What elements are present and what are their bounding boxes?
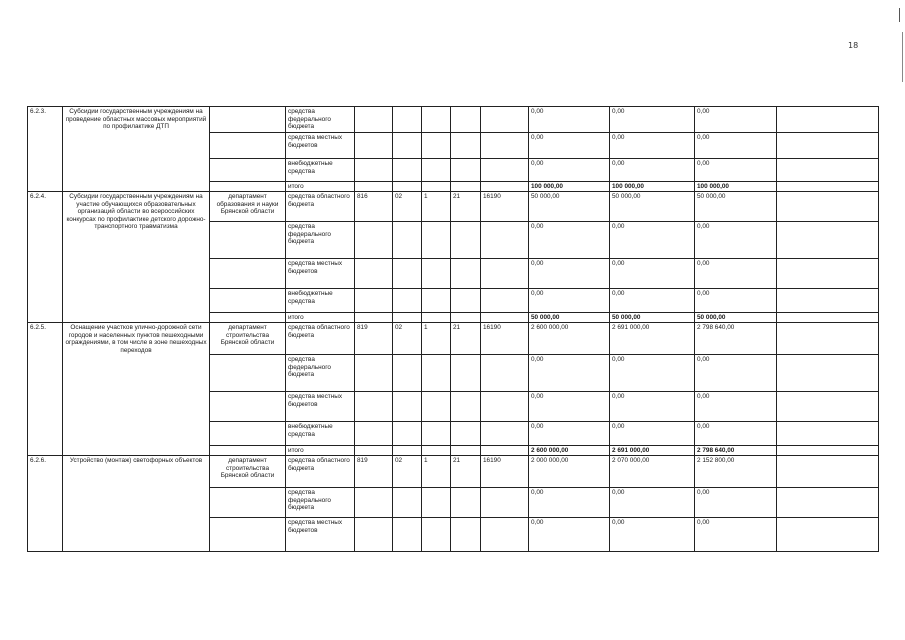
amount-year-1: 2 600 000,00 (529, 323, 610, 355)
subsection-code-cell (422, 133, 451, 159)
expense-code-cell: 16190 (481, 456, 529, 488)
funding-source: средства областного бюджета (286, 456, 355, 488)
target-code-cell (451, 518, 481, 552)
expense-code-cell (481, 446, 529, 456)
amount-year-3: 50 000,00 (695, 192, 777, 222)
subsection-code-cell (422, 107, 451, 133)
notes-cell (777, 355, 879, 392)
executor-cell: департамент образования и науки Брянской области (210, 192, 286, 222)
funding-source: средства областного бюджета (286, 323, 355, 355)
measure-title: Субсидии государственным учреждениям на проведение областных массовых мероприятий по профилактике ДТП (63, 107, 210, 192)
subsection-code-cell: 1 (422, 456, 451, 488)
amount-year-2: 2 691 000,00 (610, 446, 695, 456)
subsection-code-cell (422, 259, 451, 289)
funding-source: средства местных бюджетов (286, 133, 355, 159)
section-code-cell (393, 159, 422, 182)
target-code-cell: 21 (451, 456, 481, 488)
executor-cell-empty (210, 159, 286, 182)
target-code-cell (451, 392, 481, 422)
target-code-cell (451, 313, 481, 323)
executor-cell-empty (210, 422, 286, 446)
amount-year-1: 0,00 (529, 392, 610, 422)
amount-year-2: 2 070 000,00 (610, 456, 695, 488)
target-code-cell (451, 488, 481, 518)
section-code-cell (393, 182, 422, 192)
funding-source: средства федерального бюджета (286, 222, 355, 259)
notes-cell (777, 313, 879, 323)
section-code-cell: 02 (393, 456, 422, 488)
executor-cell-empty (210, 182, 286, 192)
target-code-cell (451, 355, 481, 392)
table-row (28, 192, 879, 222)
gr-code-cell (355, 259, 393, 289)
notes-cell (777, 422, 879, 446)
scan-edge-mark-lower (902, 32, 903, 82)
gr-code-cell: 819 (355, 456, 393, 488)
notes-cell (777, 192, 879, 222)
section-code-cell (393, 107, 422, 133)
amount-year-1: 0,00 (529, 159, 610, 182)
gr-code-cell (355, 159, 393, 182)
amount-year-1: 0,00 (529, 488, 610, 518)
expense-code-cell (481, 289, 529, 313)
executor-cell: департамент строительства Брянской области (210, 323, 286, 355)
measure-code: 6.2.3. (28, 107, 63, 192)
section-code-cell (393, 289, 422, 313)
table-row (28, 323, 879, 355)
executor-cell-empty (210, 518, 286, 552)
funding-source: средства федерального бюджета (286, 355, 355, 392)
funding-source: внебюджетные средства (286, 289, 355, 313)
subsection-code-cell (422, 488, 451, 518)
budget-table (27, 106, 879, 552)
amount-year-1: 0,00 (529, 422, 610, 446)
notes-cell (777, 323, 879, 355)
amount-year-3: 0,00 (695, 488, 777, 518)
table-row (28, 107, 879, 133)
target-code-cell: 21 (451, 192, 481, 222)
amount-year-1: 2 000 000,00 (529, 456, 610, 488)
subsection-code-cell (422, 222, 451, 259)
section-code-cell (393, 259, 422, 289)
target-code-cell (451, 259, 481, 289)
page-number: 18 (848, 41, 859, 50)
gr-code-cell (355, 518, 393, 552)
gr-code-cell (355, 392, 393, 422)
amount-year-1: 0,00 (529, 107, 610, 133)
amount-year-2: 100 000,00 (610, 182, 695, 192)
funding-source: средства местных бюджетов (286, 259, 355, 289)
subsection-code-cell (422, 289, 451, 313)
gr-code-cell (355, 133, 393, 159)
amount-year-2: 2 691 000,00 (610, 323, 695, 355)
subsection-code-cell (422, 518, 451, 552)
amount-year-2: 0,00 (610, 159, 695, 182)
section-code-cell (393, 446, 422, 456)
subsection-code-cell (422, 159, 451, 182)
funding-source: итого (286, 446, 355, 456)
amount-year-3: 0,00 (695, 422, 777, 446)
gr-code-cell (355, 222, 393, 259)
expense-code-cell (481, 107, 529, 133)
expense-code-cell (481, 422, 529, 446)
subsection-code-cell (422, 422, 451, 446)
expense-code-cell (481, 133, 529, 159)
amount-year-2: 0,00 (610, 422, 695, 446)
notes-cell (777, 107, 879, 133)
executor-cell (210, 107, 286, 133)
expense-code-cell (481, 355, 529, 392)
section-code-cell (393, 518, 422, 552)
notes-cell (777, 259, 879, 289)
measure-title: Устройство (монтаж) светофорных объектов (63, 456, 210, 552)
measure-title: Субсидии государственным учреждениям на участие обучающихся образовательных организаций области во всероссийских конкурсах по профилактике детского дорожно-транспортного травматизма (63, 192, 210, 323)
amount-year-3: 0,00 (695, 355, 777, 392)
expense-code-cell (481, 313, 529, 323)
scan-edge-mark (899, 8, 900, 22)
notes-cell (777, 133, 879, 159)
notes-cell (777, 518, 879, 552)
expense-code-cell (481, 259, 529, 289)
amount-year-2: 0,00 (610, 259, 695, 289)
expense-code-cell (481, 159, 529, 182)
subsection-code-cell: 1 (422, 323, 451, 355)
executor-cell-empty (210, 446, 286, 456)
notes-cell (777, 446, 879, 456)
subsection-code-cell (422, 392, 451, 422)
measure-title: Оснащение участков улично-дорожной сети городов и населенных пунктов пешеходными ограждениями, в том числе в зоне пешеходных переходов (63, 323, 210, 456)
amount-year-1: 100 000,00 (529, 182, 610, 192)
gr-code-cell (355, 355, 393, 392)
section-code-cell (393, 313, 422, 323)
amount-year-3: 0,00 (695, 289, 777, 313)
notes-cell (777, 289, 879, 313)
funding-source: средства местных бюджетов (286, 518, 355, 552)
amount-year-1: 0,00 (529, 518, 610, 552)
executor-cell-empty (210, 133, 286, 159)
funding-source: средства федерального бюджета (286, 488, 355, 518)
amount-year-2: 0,00 (610, 133, 695, 159)
gr-code-cell (355, 446, 393, 456)
measure-code: 6.2.6. (28, 456, 63, 552)
amount-year-3: 2 798 640,00 (695, 323, 777, 355)
expense-code-cell (481, 518, 529, 552)
notes-cell (777, 159, 879, 182)
target-code-cell (451, 159, 481, 182)
funding-source: средства областного бюджета (286, 192, 355, 222)
amount-year-1: 0,00 (529, 259, 610, 289)
expense-code-cell (481, 488, 529, 518)
executor-cell-empty (210, 259, 286, 289)
gr-code-cell (355, 182, 393, 192)
measure-code: 6.2.5. (28, 323, 63, 456)
notes-cell (777, 392, 879, 422)
notes-cell (777, 488, 879, 518)
section-code-cell (393, 422, 422, 446)
amount-year-2: 50 000,00 (610, 192, 695, 222)
subsection-code-cell (422, 313, 451, 323)
table-row (28, 456, 879, 488)
target-code-cell (451, 289, 481, 313)
gr-code-cell (355, 289, 393, 313)
gr-code-cell (355, 107, 393, 133)
target-code-cell (451, 182, 481, 192)
amount-year-2: 0,00 (610, 355, 695, 392)
target-code-cell (451, 446, 481, 456)
gr-code-cell (355, 422, 393, 446)
notes-cell (777, 456, 879, 488)
amount-year-3: 2 152 800,00 (695, 456, 777, 488)
amount-year-2: 0,00 (610, 222, 695, 259)
amount-year-2: 50 000,00 (610, 313, 695, 323)
executor-cell-empty (210, 313, 286, 323)
amount-year-2: 0,00 (610, 392, 695, 422)
gr-code-cell (355, 488, 393, 518)
amount-year-1: 0,00 (529, 289, 610, 313)
executor-cell-empty (210, 488, 286, 518)
subsection-code-cell (422, 446, 451, 456)
target-code-cell: 21 (451, 323, 481, 355)
amount-year-1: 0,00 (529, 133, 610, 159)
amount-year-1: 0,00 (529, 355, 610, 392)
funding-source: внебюджетные средства (286, 159, 355, 182)
amount-year-1: 0,00 (529, 222, 610, 259)
amount-year-3: 0,00 (695, 518, 777, 552)
subsection-code-cell (422, 182, 451, 192)
executor-cell-empty (210, 355, 286, 392)
expense-code-cell: 16190 (481, 323, 529, 355)
amount-year-2: 0,00 (610, 289, 695, 313)
funding-source: внебюджетные средства (286, 422, 355, 446)
section-code-cell (393, 355, 422, 392)
amount-year-3: 0,00 (695, 107, 777, 133)
amount-year-1: 2 600 000,00 (529, 446, 610, 456)
amount-year-2: 0,00 (610, 488, 695, 518)
gr-code-cell (355, 313, 393, 323)
amount-year-3: 0,00 (695, 392, 777, 422)
amount-year-1: 50 000,00 (529, 192, 610, 222)
funding-source: итого (286, 313, 355, 323)
amount-year-2: 0,00 (610, 518, 695, 552)
executor-cell-empty (210, 289, 286, 313)
expense-code-cell (481, 182, 529, 192)
amount-year-2: 0,00 (610, 107, 695, 133)
amount-year-3: 0,00 (695, 133, 777, 159)
section-code-cell (393, 488, 422, 518)
expense-code-cell: 16190 (481, 192, 529, 222)
target-code-cell (451, 222, 481, 259)
amount-year-3: 0,00 (695, 159, 777, 182)
notes-cell (777, 182, 879, 192)
executor-cell-empty (210, 222, 286, 259)
amount-year-3: 50 000,00 (695, 313, 777, 323)
funding-source: средства федерального бюджета (286, 107, 355, 133)
subsection-code-cell: 1 (422, 192, 451, 222)
gr-code-cell: 819 (355, 323, 393, 355)
amount-year-3: 2 798 640,00 (695, 446, 777, 456)
amount-year-3: 100 000,00 (695, 182, 777, 192)
section-code-cell: 02 (393, 323, 422, 355)
amount-year-3: 0,00 (695, 259, 777, 289)
executor-cell: департамент строительства Брянской области (210, 456, 286, 488)
target-code-cell (451, 422, 481, 446)
section-code-cell (393, 133, 422, 159)
section-code-cell (393, 392, 422, 422)
section-code-cell: 02 (393, 192, 422, 222)
amount-year-1: 50 000,00 (529, 313, 610, 323)
target-code-cell (451, 133, 481, 159)
expense-code-cell (481, 222, 529, 259)
funding-source: итого (286, 182, 355, 192)
funding-source: средства местных бюджетов (286, 392, 355, 422)
target-code-cell (451, 107, 481, 133)
measure-code: 6.2.4. (28, 192, 63, 323)
gr-code-cell: 816 (355, 192, 393, 222)
expense-code-cell (481, 392, 529, 422)
section-code-cell (393, 222, 422, 259)
executor-cell-empty (210, 392, 286, 422)
amount-year-3: 0,00 (695, 222, 777, 259)
notes-cell (777, 222, 879, 259)
subsection-code-cell (422, 355, 451, 392)
